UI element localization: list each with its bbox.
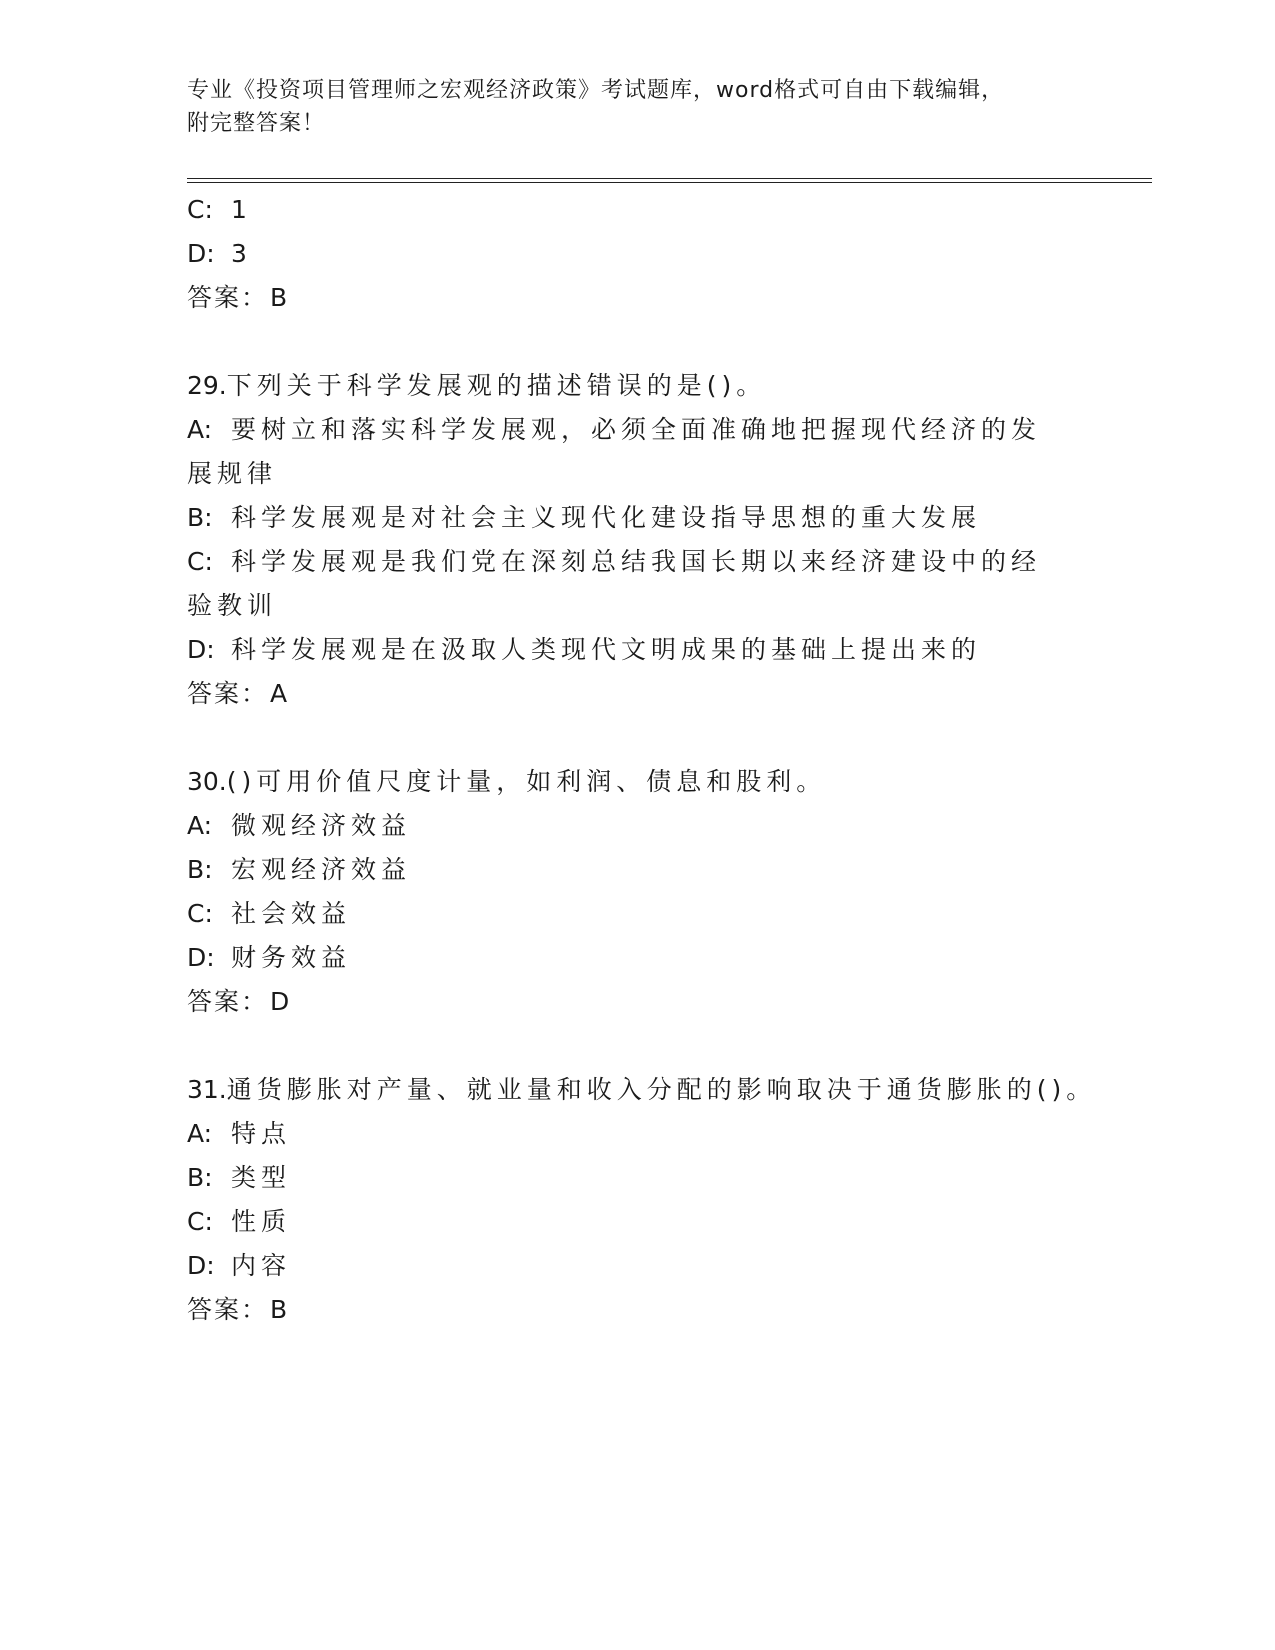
question-stem: 通货膨胀对产量、就业量和收入分配的影响取决于通货膨胀的()。 [226,1075,1097,1104]
question-31-option-d [187,1244,1087,1288]
option-label: C: [187,547,213,576]
option-label: A: [187,415,213,444]
question-stem: 下列关于科学发展观的描述错误的是()。 [226,371,767,400]
option-label: D: [187,1251,215,1280]
answer-label: 答案： [187,1295,269,1324]
header-divider-top [187,178,1152,179]
answer-value: B [270,1295,288,1324]
option-label: B: [187,855,213,884]
question-30-answer [187,980,1087,1024]
document-header [187,74,1067,140]
option-text: 内容 [231,1251,292,1280]
option-label: B: [187,503,213,532]
question-31-answer [187,1288,1087,1332]
answer-value: B [270,283,288,312]
option-text: 要树立和落实科学发展观，必须全面准确地把握现代经济的发展规律 [187,415,1042,488]
answer-value: D [270,987,290,1016]
option-label: C: [187,1207,213,1236]
question-30-option-d [187,936,1087,980]
question-31-option-c [187,1200,1087,1244]
header-divider-bottom [187,182,1152,183]
option-label: D: [187,943,215,972]
prev-option-d [187,232,1087,276]
answer-label: 答案： [187,283,269,312]
answer-value: A [270,679,288,708]
question-30-option-c [187,892,1087,936]
option-text: 科学发展观是对社会主义现代化建设指导思想的重大发展 [231,503,982,532]
option-text: 3 [231,239,252,268]
option-label: A: [187,811,213,840]
question-number: 29. [187,371,227,400]
option-text: 科学发展观是我们党在深刻总结我国长期以来经济建设中的经验教训 [187,547,1042,620]
option-text: 类型 [231,1163,292,1192]
prev-answer [187,276,1087,320]
question-30-stem [187,760,1087,804]
option-label: D: [187,239,215,268]
option-text: 1 [231,195,252,224]
question-29-option-b [187,496,1087,540]
question-29-option-c [187,540,1057,628]
answer-label: 答案： [187,679,269,708]
option-label: C: [187,195,213,224]
question-29-option-d [187,628,1087,672]
question-29-stem [187,364,1087,408]
header-line-1: 专业《投资项目管理师之宏观经济政策》考试题库，word格式可自由下载编辑， [187,78,1005,103]
option-text: 财务效益 [231,943,352,972]
question-30-option-b [187,848,1087,892]
option-text: 性质 [231,1207,292,1236]
prev-option-c [187,188,1087,232]
question-29-answer [187,672,1087,716]
question-29-option-a [187,408,1057,496]
option-text: 宏观经济效益 [231,855,412,884]
option-label: B: [187,1163,213,1192]
option-text: 科学发展观是在汲取人类现代文明成果的基础上提出来的 [231,635,982,664]
option-text: 微观经济效益 [231,811,412,840]
question-31-option-b [187,1156,1087,1200]
question-30-option-a [187,804,1087,848]
option-label: D: [187,635,215,664]
question-number: 31. [187,1075,227,1104]
question-number: 30. [187,767,227,796]
option-text: 特点 [231,1119,292,1148]
question-31-stem [187,1068,1097,1112]
option-label: A: [187,1119,213,1148]
question-stem: ()可用价值尺度计量，如利润、债息和股利。 [226,767,827,796]
question-31-option-a [187,1112,1087,1156]
answer-label: 答案： [187,987,269,1016]
option-text: 社会效益 [231,899,352,928]
option-label: C: [187,899,213,928]
header-line-2: 附完整答案！ [187,111,326,136]
